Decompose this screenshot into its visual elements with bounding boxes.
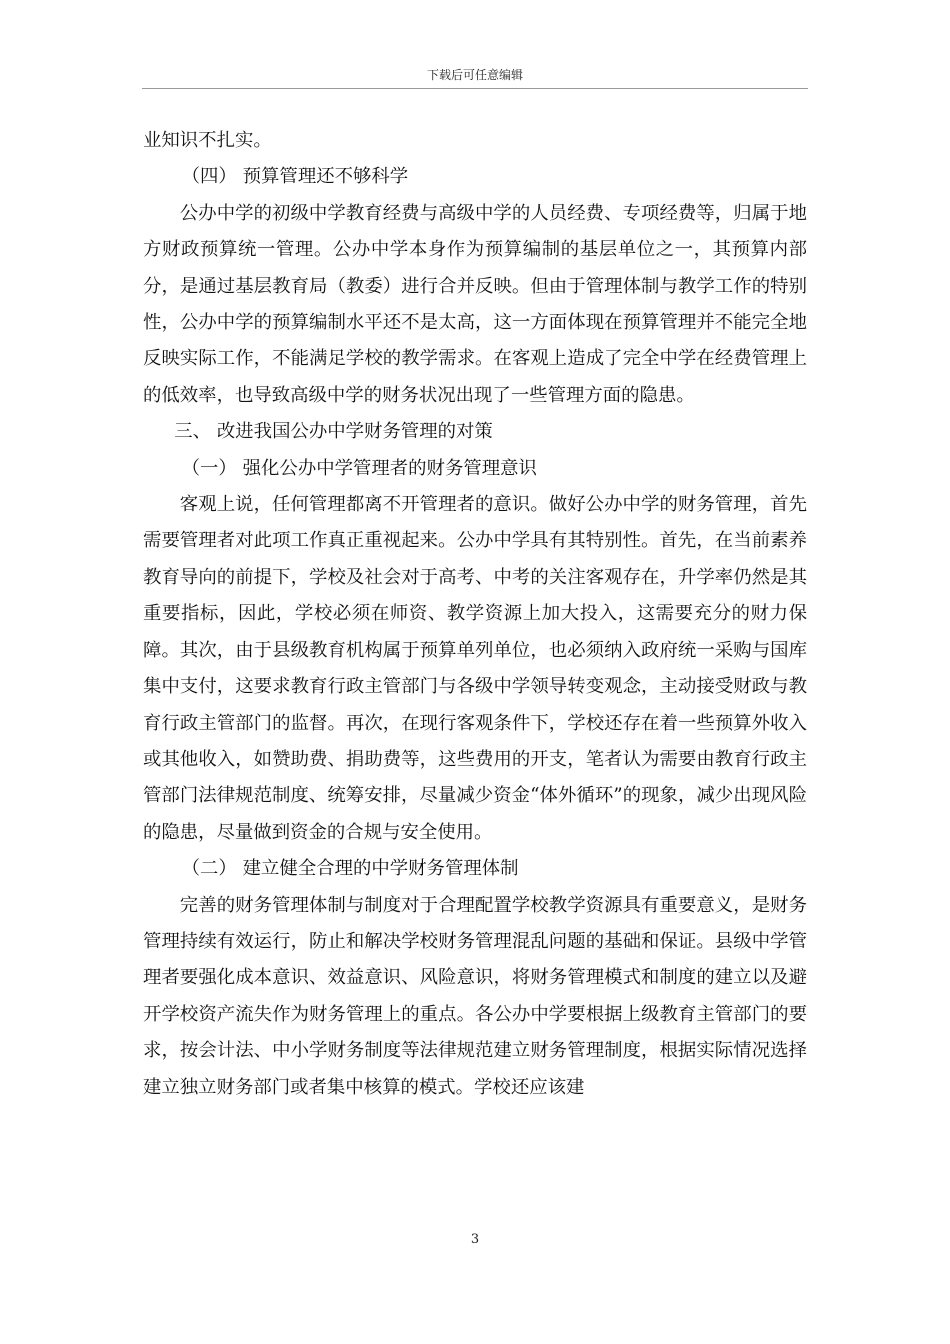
paragraph: 客观上说，任何管理都离不开管理者的意识。做好公办中学的财务管理，首先需要管理者对此项工作真正重视起来。公办中学具有其特别性。首先，在当前素养教育导向的前提下，学校及社会对于高考、中考的关注客观存在，升学率仍然是其重要指标，因此，学校必须在师资、教学资源上加大投入，这需要充分的财力保障。其次，由于县级教育机构属于预算单列单位，也必须纳入政府统一采购与国库集中支付，这要求教育行政主管部门与各级中学领导转变观念，主动接受财政与教育行政主管部门的监督。再次，在现行客观条件下，学校还存在着一些预算外收入或其他收入，如赞助费、捐助费等，这些费用的开支，笔者认为需要由教育行政主管部门法律规范制度、统筹安排，尽量减少资金“体外循环”的现象，减少出现风险的隐患，尽量做到资金的合规与安全使用。 bbox=[143, 494, 807, 843]
section-heading-4: （四） 预算管理还不够科学 bbox=[181, 166, 409, 188]
document-body bbox=[143, 123, 807, 1106]
paragraph: 公办中学的初级中学教育经费与高级中学的人员经费、专项经费等，归属于地方财政预算统一管理。公办中学本身作为预算编制的基层单位之一，其预算内部分，是通过基层教育局（教委）进行合并反映。但由于管理体制与教学工作的特别性，公办中学的预算编制水平还不是太高，这一方面体现在预算管理并不能完全地反映实际工作，不能满足学校的教学需求。在客观上造成了完全中学在经费管理上的低效率，也导致高级中学的财务状况出现了一些管理方面的隐患。 bbox=[143, 202, 807, 406]
page-number: 3 bbox=[470, 1232, 480, 1247]
header-divider bbox=[142, 88, 808, 89]
paragraph-continuation: 业知识不扎实。 bbox=[143, 130, 272, 151]
section-heading-2: （二） 建立健全合理的中学财务管理体制 bbox=[181, 858, 519, 880]
page-header: 下载后可任意编辑 bbox=[426, 68, 523, 82]
paragraph: 完善的财务管理体制与制度对于合理配置学校教学资源具有重要意义，是财务管理持续有效运行，防止和解决学校财务管理混乱问题的基础和保证。县级中学管理者要强化成本意识、效益意识、风险意识，将财务管理模式和制度的建立以及避开学校资产流失作为财务管理上的重点。各公办中学要根据上级教育主管部门的要求，按会计法、中小学财务制度等法律规范建立财务管理制度，根据实际情况选择建立独立财务部门或者集中核算的模式。学校还应该建 bbox=[143, 894, 807, 1098]
chapter-heading-3: 三、 改进我国公办中学财务管理的对策 bbox=[174, 421, 493, 443]
section-heading-1: （一） 强化公办中学管理者的财务管理意识 bbox=[181, 457, 537, 479]
